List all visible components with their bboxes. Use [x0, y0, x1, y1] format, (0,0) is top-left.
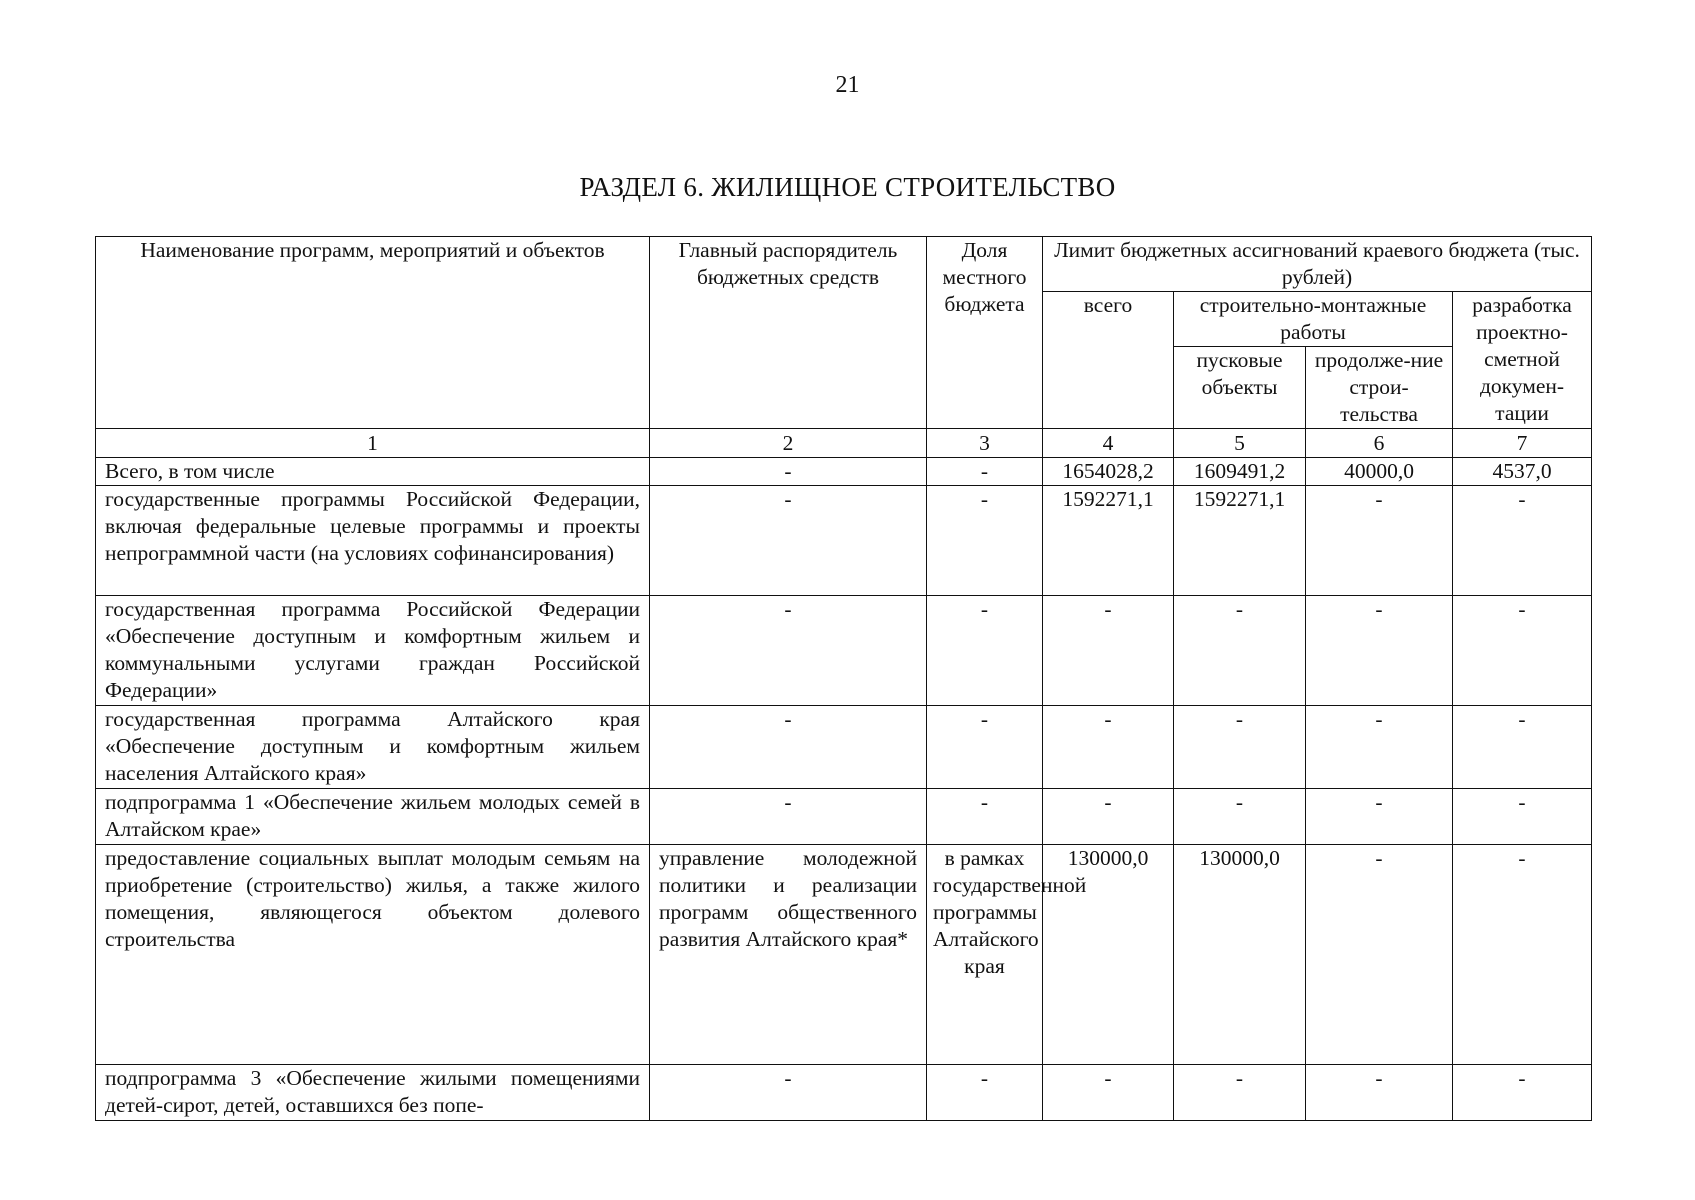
row-manager: - [650, 706, 927, 789]
table-row [96, 706, 1592, 789]
row-launch: 1609491,2 [1174, 458, 1306, 486]
column-number: 5 [1174, 429, 1306, 458]
row-total: - [1043, 789, 1174, 845]
row-launch: - [1174, 596, 1306, 706]
row-total: - [1043, 1065, 1174, 1121]
budget-table [95, 236, 1592, 1121]
row-design: - [1453, 1065, 1592, 1121]
row-design: - [1453, 706, 1592, 789]
row-continuation: - [1306, 845, 1453, 1065]
table-row [96, 596, 1592, 706]
row-manager: - [650, 458, 927, 486]
header-total: всего [1043, 292, 1174, 429]
row-name: подпрограмма 1 «Обеспечение жильем молодых семей в Алтайском крае» [96, 789, 650, 845]
column-number: 3 [927, 429, 1043, 458]
table-row [96, 1065, 1592, 1121]
row-name: предоставление социальных выплат молодым семьям на приобретение (строительство) жилья, а также жилого помещения, являющегося объектом долевого строительства [96, 845, 650, 1065]
row-name: Всего, в том числе [96, 458, 650, 486]
header-row-1 [96, 237, 1592, 292]
row-total: 130000,0 [1043, 845, 1174, 1065]
row-manager: - [650, 1065, 927, 1121]
row-local-share: - [927, 458, 1043, 486]
row-manager: - [650, 596, 927, 706]
header-construction: строительно-монтажные работы [1174, 292, 1453, 347]
row-manager: управление молодежной политики и реализации программ общественного развития Алтайского края* [650, 845, 927, 1065]
row-local-share: - [927, 596, 1043, 706]
header-launch: пусковые объекты [1174, 347, 1306, 429]
row-launch: - [1174, 789, 1306, 845]
table-row [96, 845, 1592, 1065]
row-design: - [1453, 596, 1592, 706]
row-continuation: 40000,0 [1306, 458, 1453, 486]
column-number: 4 [1043, 429, 1174, 458]
row-design: 4537,0 [1453, 458, 1592, 486]
column-number: 1 [96, 429, 650, 458]
column-number: 7 [1453, 429, 1592, 458]
column-number: 6 [1306, 429, 1453, 458]
section-title: РАЗДЕЛ 6. ЖИЛИЩНОЕ СТРОИТЕЛЬСТВО [579, 172, 1116, 202]
column-numbers-row [96, 429, 1592, 458]
row-local-share: - [927, 789, 1043, 845]
row-launch: 1592271,1 [1174, 486, 1306, 596]
row-name: государственные программы Российской Федерации, включая федеральные целевые программы и проекты непрограммной части (на условиях софинансирования) [96, 486, 650, 596]
header-name: Наименование программ, мероприятий и объектов [96, 237, 650, 429]
row-continuation: - [1306, 706, 1453, 789]
row-launch: - [1174, 706, 1306, 789]
table-row [96, 458, 1592, 486]
row-design: - [1453, 486, 1592, 596]
header-design: разработка проектно-сметной докумен-тации [1453, 292, 1592, 429]
header-manager: Главный распорядитель бюджетных средств [650, 237, 927, 429]
header-continuation: продолже-ние строи-тельства [1306, 347, 1453, 429]
column-number: 2 [650, 429, 927, 458]
row-total: 1592271,1 [1043, 486, 1174, 596]
row-design: - [1453, 789, 1592, 845]
row-local-share: в рамках государственной программы Алтайского края [927, 845, 1043, 1065]
page-number: 21 [835, 72, 860, 98]
row-name: государственная программа Алтайского края «Обеспечение доступным и комфортным жильем населения Алтайского края» [96, 706, 650, 789]
row-total: - [1043, 706, 1174, 789]
row-total: - [1043, 596, 1174, 706]
row-continuation: - [1306, 486, 1453, 596]
header-limit: Лимит бюджетных ассигнований краевого бюджета (тыс. рублей) [1043, 237, 1592, 292]
row-design: - [1453, 845, 1592, 1065]
header-local-share: Доля местного бюджета [927, 237, 1043, 429]
row-launch: - [1174, 1065, 1306, 1121]
row-launch: 130000,0 [1174, 845, 1306, 1065]
row-name: государственная программа Российской Федерации «Обеспечение доступным и комфортным жильем и коммунальными услугами граждан Российской Федерации» [96, 596, 650, 706]
row-continuation: - [1306, 1065, 1453, 1121]
row-local-share: - [927, 486, 1043, 596]
table-row [96, 486, 1592, 596]
table-row [96, 789, 1592, 845]
row-name: подпрограмма 3 «Обеспечение жилыми помещениями детей-сирот, детей, оставшихся без попе- [96, 1065, 650, 1121]
row-continuation: - [1306, 789, 1453, 845]
row-total: 1654028,2 [1043, 458, 1174, 486]
row-manager: - [650, 789, 927, 845]
row-continuation: - [1306, 596, 1453, 706]
row-local-share: - [927, 706, 1043, 789]
row-local-share: - [927, 1065, 1043, 1121]
row-manager: - [650, 486, 927, 596]
